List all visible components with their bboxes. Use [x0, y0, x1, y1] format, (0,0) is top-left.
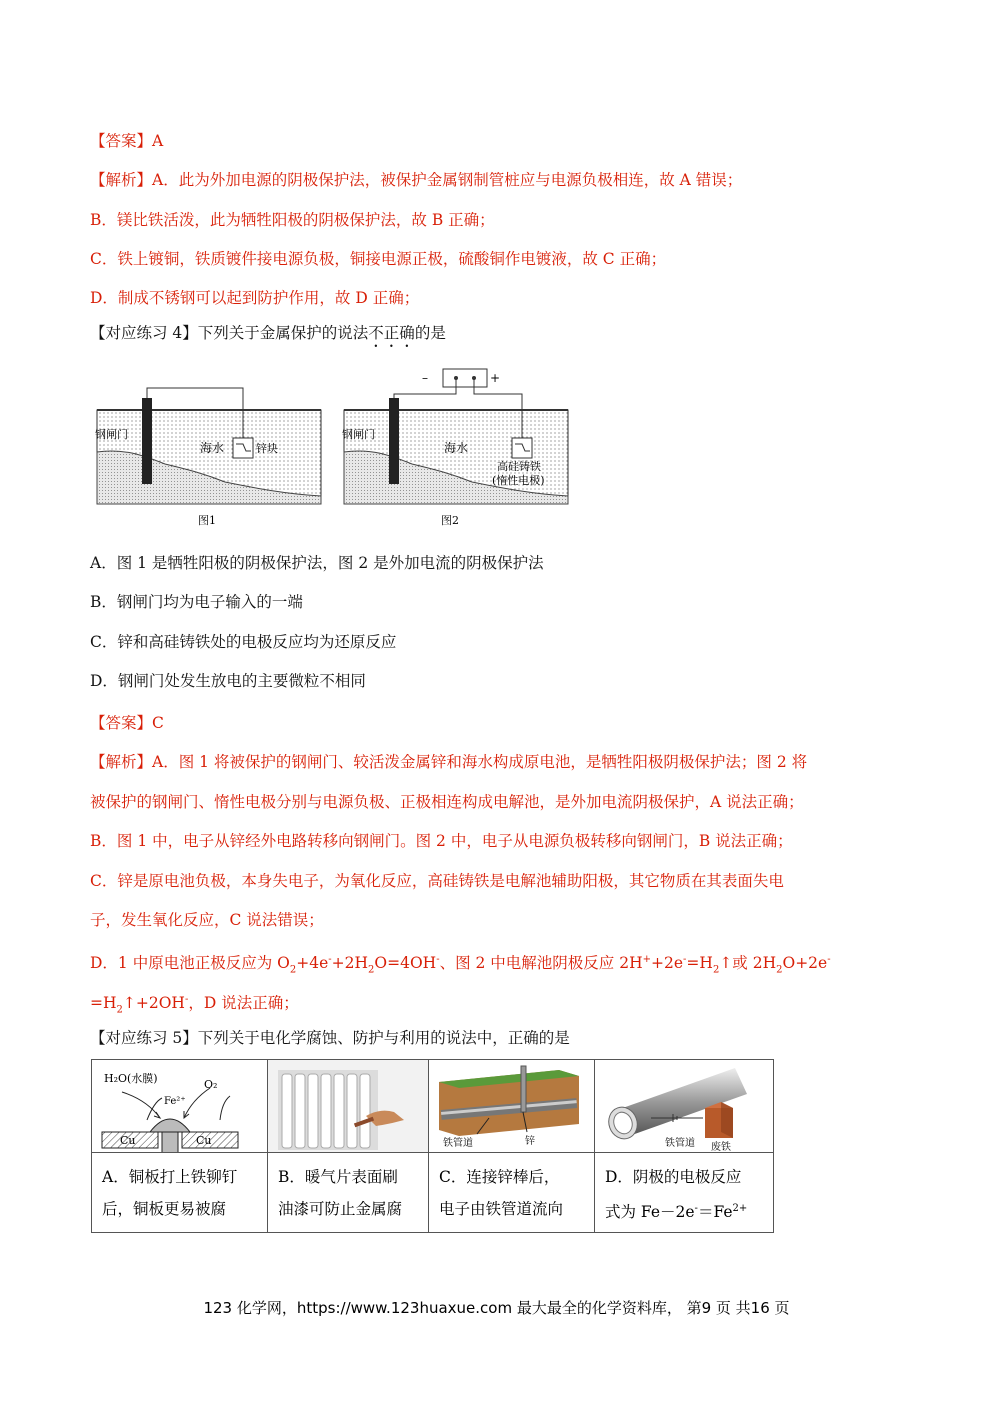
fig-c-pipe-label: 铁管道	[443, 1138, 473, 1149]
eq-text: 、图 2 中电解池阴极反应 2H	[439, 954, 643, 973]
fig-c-zinc-label: 锌	[525, 1136, 535, 1147]
eq-text: 式为 Fe－2e	[605, 1203, 695, 1222]
analysis1-line-4: D．制成不锈钢可以起到防护作用，故 D 正确；	[90, 289, 420, 307]
analysis2-line-6	[90, 950, 831, 980]
answer-value: C	[152, 714, 164, 732]
answer-value: A	[152, 132, 164, 150]
q5-option-c-line-1: C．连接锌棒后，	[439, 1168, 560, 1186]
question-5-stem: 【对应练习 5】下列关于电化学腐蚀、防护与利用的说法中，正确的是	[90, 1029, 570, 1047]
q5-option-d-line-2	[605, 1193, 765, 1228]
eq-text: ，D 说法正确；	[188, 994, 299, 1013]
q4-option-a: A．图 1 是牺牲阳极的阴极保护法，图 2 是外加电流的阴极保护法	[90, 554, 544, 572]
q5-option-c-line-2: 电子由铁管道流向	[439, 1200, 564, 1218]
q5-cell-c-image	[429, 1060, 595, 1153]
q5-options-table	[91, 1059, 774, 1233]
eq-text: O=4OH	[374, 954, 437, 973]
fig-d-scrap-label: 废铁	[711, 1142, 731, 1152]
superscript: -	[436, 954, 440, 965]
eq-text: O+2e	[782, 954, 828, 973]
fig-a-cu-right: Cu	[196, 1134, 212, 1147]
analysis2-line-4: C．锌是原电池负极，本身失电子，为氧化反应，高硅铸铁是电解池辅助阳极，其它物质在其表面失电	[90, 872, 784, 890]
q4-option-d: D．钢闸门处发生放电的主要微粒不相同	[90, 672, 366, 690]
subscript: 2	[776, 964, 783, 976]
eq-text: +2H	[331, 954, 369, 973]
analysis1-line-3: C．铁上镀铜，铁质镀件接电源负极，铜接电源正极，硫酸铜作电镀液，故 C 正确；	[90, 250, 667, 268]
q5-option-a	[92, 1153, 268, 1233]
analysis2-line-1: 【解析】A．图 1 将被保护的钢闸门、较活泼金属锌和海水构成原电池，是牺牲阳极阴极保护法；图 2 将	[90, 753, 808, 771]
q5-option-a-line-2: 后，铜板更易被腐	[102, 1200, 227, 1218]
fig2-minus: –	[422, 371, 428, 385]
fig2-gate-label: 钢闸门	[342, 428, 375, 441]
fig2-sea-label: 海水	[444, 441, 469, 455]
fig-a-cu-left: Cu	[120, 1134, 136, 1147]
eq-text: =H	[90, 994, 117, 1013]
buried-pipe-zinc-diagram	[429, 1060, 594, 1152]
q5-option-a-line-1: A．铜板打上铁铆钉	[102, 1168, 238, 1186]
q5-option-b-line-1: B．暖气片表面刷	[278, 1168, 398, 1186]
eq-text: ↑或 2H	[719, 954, 777, 973]
analysis1-line-1: 【解析】A．此为外加电源的阴极保护法，被保护金属钢制管桩应与电源负极相连，故 A 错误；	[90, 171, 743, 189]
radiator-photo	[268, 1060, 428, 1152]
eq-text: +4e	[296, 954, 329, 973]
question-4-stem	[90, 323, 446, 351]
fig-d-pipe-label: 铁管道	[665, 1138, 695, 1149]
fig1-gate-label: 钢闸门	[95, 428, 128, 441]
q4-tail: 的是	[414, 324, 446, 342]
superscript: -	[328, 954, 332, 965]
subscript: 2	[712, 964, 720, 976]
q5-cell-a-image	[92, 1060, 268, 1153]
q5-cell-b-image	[268, 1060, 429, 1153]
q5-cell-d-image	[595, 1060, 774, 1153]
q4-option-c: C．锌和高硅铸铁处的电极反应均为还原反应	[90, 633, 397, 651]
eq-text: D．1 中原电池正极反应为 O	[90, 954, 290, 973]
page-footer: 123 化学网，https://www.123huaxue.com 最大最全的化学资料库， 第9 页 共16 页	[203, 1299, 790, 1317]
q5-option-b	[268, 1153, 429, 1233]
fig2-caption: 图2	[441, 514, 459, 527]
eq-text: ＝Fe	[697, 1203, 733, 1222]
analysis2-line-5: 子，发生氧化反应，C 说法错误；	[90, 911, 324, 929]
analysis2-line-3: B．图 1 中，电子从锌经外电路转移向钢闸门。图 2 中，电子从电源负极转移向钢闸门，B 说法正确；	[90, 832, 793, 850]
subscript: 2	[368, 964, 375, 976]
fig1-caption: 图1	[198, 514, 216, 527]
analysis2-line-7	[90, 990, 299, 1020]
q5-option-b-line-2: 油漆可防止金属腐	[278, 1200, 403, 1218]
superscript: -	[184, 994, 189, 1005]
fig-a-water-label: H₂O(水膜)	[104, 1072, 158, 1085]
q5-option-c	[429, 1153, 595, 1233]
pipe-scrap-iron-diagram	[595, 1060, 773, 1152]
copper-rivet-diagram	[92, 1060, 267, 1152]
subscript: 2	[116, 1004, 123, 1016]
eq-text: =H	[686, 954, 713, 973]
eq-text: +2e	[651, 954, 684, 973]
q4-option-b: B．钢闸门均为电子输入的一端	[90, 593, 303, 611]
figure-1	[95, 360, 325, 530]
superscript: 2+	[732, 1203, 748, 1214]
superscript: -	[827, 954, 831, 965]
answer-label: 【答案】	[90, 714, 153, 732]
figure-2	[342, 360, 572, 530]
eq-text: ↑+2OH	[122, 994, 185, 1013]
fig1-sea-label: 海水	[200, 441, 225, 455]
superscript: +	[642, 954, 651, 965]
fig2-block-label-2: (惰性电极)	[492, 474, 545, 487]
q4-stem-text: 【对应练习 4】下列关于金属保护的说法	[90, 324, 369, 342]
fig2-block-label-1: 高硅铸铁	[497, 460, 541, 473]
superscript: -	[683, 954, 687, 965]
analysis1-line-2: B．镁比铁活泼，此为牺牲阳极的阴极保护法，故 B 正确；	[90, 211, 495, 229]
fig-a-o2-label: O₂	[204, 1078, 218, 1091]
q5-option-d-line-1: D．阴极的电极反应	[605, 1168, 742, 1186]
subscript: 2	[289, 964, 297, 976]
answer-line-1	[90, 131, 163, 151]
analysis2-line-2: 被保护的钢闸门、惰性电极分别与电源负极、正极相连构成电解池，是外加电流阴极保护，A 说法正确；	[90, 793, 804, 811]
fig2-plus: +	[490, 371, 501, 385]
superscript: -	[694, 1203, 698, 1214]
q5-option-d	[595, 1153, 774, 1233]
answer-line-2	[90, 713, 164, 733]
answer-label: 【答案】	[90, 132, 153, 150]
q4-emphasis: 不正确	[368, 324, 415, 342]
fig-a-fe-label: Fe²⁺	[164, 1096, 186, 1107]
fig1-block-label: 锌块	[256, 442, 278, 455]
